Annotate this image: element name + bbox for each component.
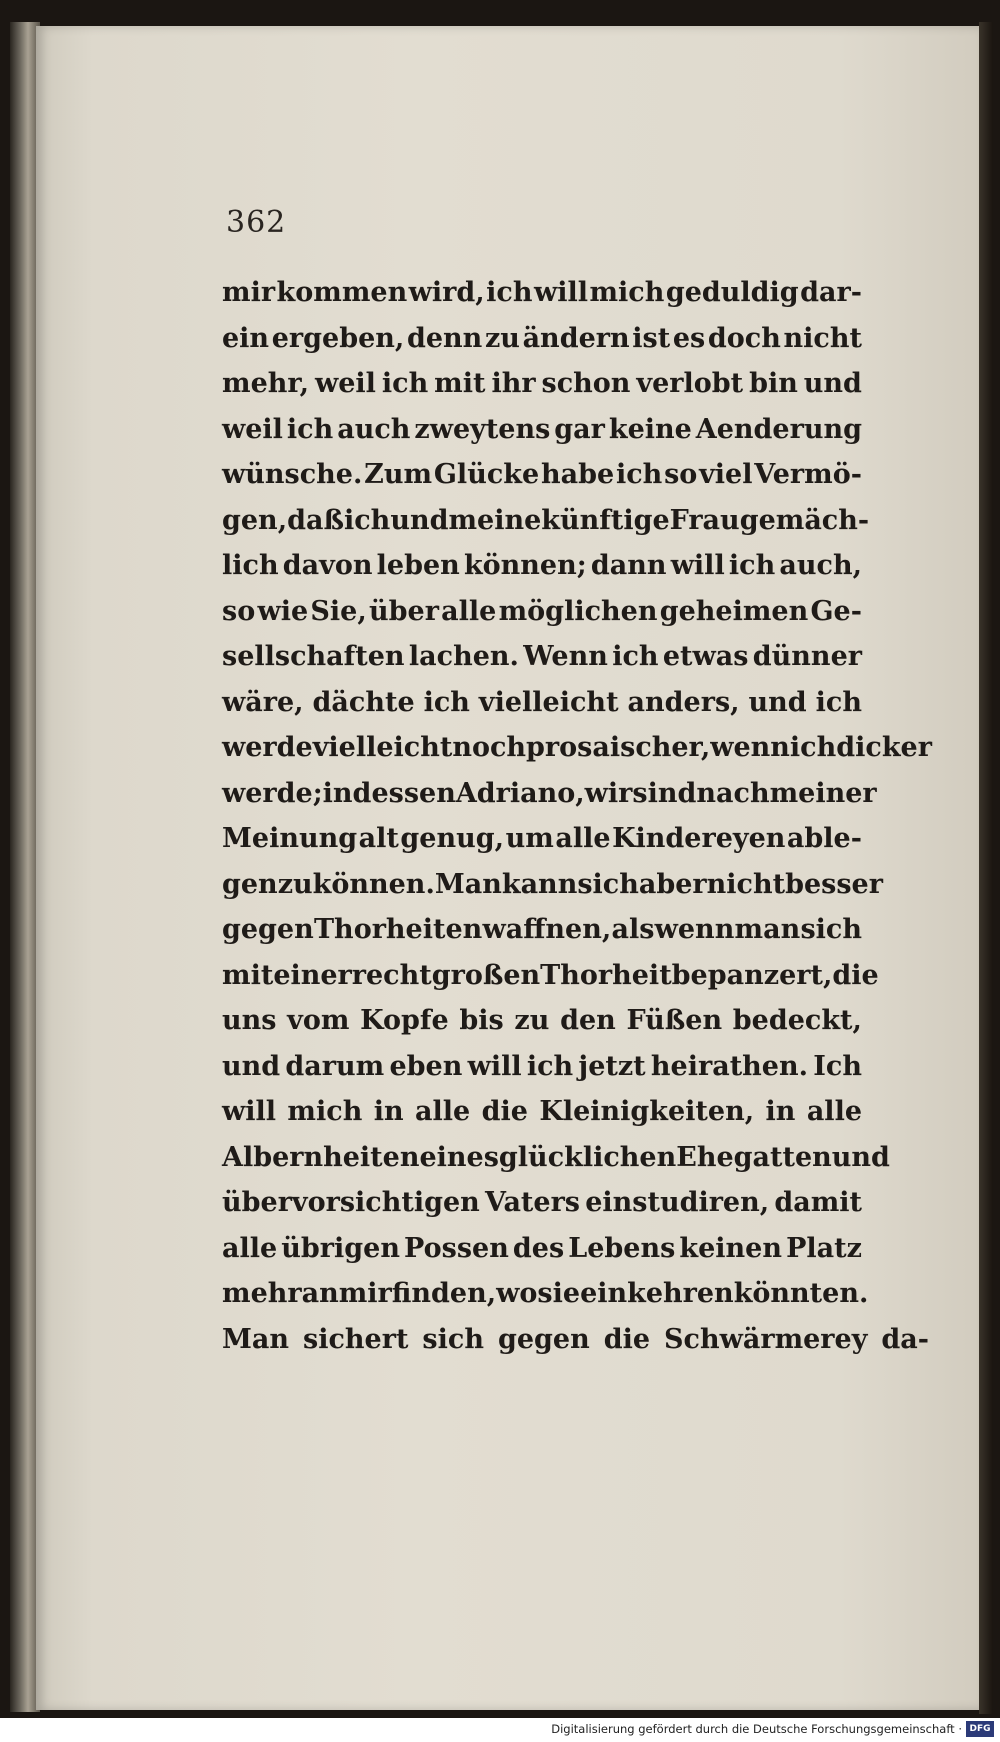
text-line <box>222 498 870 544</box>
word: Thorheit <box>540 959 672 991</box>
word: sich <box>800 914 862 945</box>
word: anders, <box>627 686 740 718</box>
word: vielleicht <box>312 732 453 763</box>
dfg-logo: DFG <box>966 1721 994 1737</box>
word: will <box>222 1096 277 1127</box>
text-line <box>222 361 862 407</box>
word: etwas <box>662 641 749 672</box>
word: prosaischer, <box>526 732 711 763</box>
word: sie <box>537 1278 581 1309</box>
digitization-credit: Digitalisierung gefördert durch die Deutsche Forschungsgemeinschaft · <box>551 1722 962 1736</box>
word: mit <box>434 368 486 399</box>
word: wäre, <box>222 686 304 718</box>
word: werde; <box>222 777 323 809</box>
word: und <box>390 504 449 536</box>
word: uns <box>222 1005 277 1036</box>
word: um <box>505 823 554 854</box>
word: Kleinigkeiten, <box>539 1096 755 1127</box>
word: keine <box>608 413 692 445</box>
word: ich <box>423 686 470 718</box>
word: ich <box>789 732 837 763</box>
word: und <box>803 368 862 399</box>
word: wenn <box>654 914 735 945</box>
word: noch <box>452 732 527 763</box>
word: Ich <box>813 1050 862 1082</box>
word: will <box>467 1050 522 1082</box>
word: habe <box>540 459 615 490</box>
text-line <box>222 316 862 362</box>
word: alle <box>441 595 497 627</box>
word: indessen <box>322 777 456 809</box>
word: könnten. <box>733 1278 869 1309</box>
word: eben <box>389 1050 463 1082</box>
word: Kindereyen <box>612 823 786 854</box>
word: so <box>664 459 698 490</box>
word: finden, <box>391 1278 497 1309</box>
word: können. <box>312 868 435 900</box>
word: ergeben, <box>271 322 405 354</box>
word: Ehegatten <box>676 1141 832 1173</box>
word: sich <box>422 1323 484 1355</box>
word: als <box>611 914 655 945</box>
word: weil <box>315 368 376 399</box>
word: sellschaften <box>222 641 405 672</box>
word: dicker <box>836 732 932 763</box>
word: able- <box>786 823 862 854</box>
word: wird, <box>408 277 485 308</box>
word: werde <box>222 732 313 763</box>
word: lachen. <box>408 641 519 672</box>
word: ein <box>222 322 270 354</box>
word: und <box>831 1141 890 1173</box>
word: weil <box>222 413 283 445</box>
text-line <box>222 998 862 1044</box>
word: gen <box>222 868 278 900</box>
text-line <box>222 407 862 453</box>
word: Platz <box>786 1232 862 1264</box>
word: in <box>765 1096 796 1127</box>
text-line <box>222 634 862 680</box>
word: Zum <box>364 459 433 490</box>
word: will <box>670 550 725 581</box>
text-line <box>222 1271 869 1317</box>
word: die <box>603 1323 651 1355</box>
word: bepanzert, <box>671 959 833 991</box>
word: Albernheiten <box>222 1141 420 1173</box>
word: mich <box>287 1096 363 1127</box>
word: geheimen <box>659 595 809 627</box>
word: dünner <box>752 641 862 672</box>
word: keinen <box>679 1232 782 1264</box>
word: ich <box>612 641 659 672</box>
word: ändern <box>522 322 630 354</box>
word: heirathen. <box>650 1050 809 1082</box>
word: Lebens <box>568 1232 676 1264</box>
word: dann <box>590 550 667 581</box>
word: einstudiren, <box>585 1187 770 1218</box>
word: Glücke <box>433 459 540 490</box>
word: zu <box>484 322 520 354</box>
word: nicht <box>706 868 786 900</box>
word: zweytens <box>414 413 551 445</box>
word: übervorsichtigen <box>222 1187 480 1218</box>
word: gegen <box>497 1323 590 1355</box>
word: sich <box>577 868 639 900</box>
text-line <box>222 1135 890 1181</box>
word: über <box>369 595 439 627</box>
text-line <box>222 725 932 771</box>
text-line <box>222 1317 929 1363</box>
word: vielleicht <box>478 686 619 718</box>
text-line <box>222 816 862 862</box>
word: es <box>672 322 706 354</box>
word: nicht <box>783 322 862 354</box>
word: ich <box>286 413 334 445</box>
word: Schwärmerey <box>664 1323 868 1355</box>
word: will <box>533 277 588 308</box>
word: viel <box>699 459 753 490</box>
word: eines <box>419 1141 499 1173</box>
word: da- <box>881 1323 929 1355</box>
page-right-edge <box>979 22 993 1714</box>
word: auch <box>337 413 411 445</box>
word: gar <box>554 413 605 445</box>
word: kommen <box>276 277 408 308</box>
word: denn <box>406 322 483 354</box>
word: zu <box>514 1005 550 1036</box>
word: wünsche. <box>222 459 363 490</box>
word: zu <box>277 868 313 900</box>
body-text <box>222 270 932 1362</box>
word: Füßen <box>626 1005 723 1036</box>
word: alt <box>358 823 399 854</box>
word: kann <box>501 868 578 900</box>
word: meiner <box>769 777 877 809</box>
word: mir <box>338 1278 392 1309</box>
word: ist <box>632 322 671 354</box>
word: mehr <box>222 1278 302 1309</box>
text-line <box>222 953 879 999</box>
text-line <box>222 270 862 316</box>
word: Wenn <box>523 641 608 672</box>
word: sichert <box>303 1323 409 1355</box>
word: doch <box>707 322 781 354</box>
word: übrigen <box>281 1232 400 1264</box>
word: alle <box>415 1096 471 1127</box>
text-line <box>222 543 862 589</box>
word: bis <box>459 1005 504 1036</box>
text-line <box>222 589 862 635</box>
word: verlobt <box>636 368 744 399</box>
word: Kopfe <box>360 1005 449 1036</box>
word: Thorheiten <box>313 914 483 945</box>
word: Frau <box>669 504 740 536</box>
word: ich <box>486 277 533 308</box>
word: nach <box>696 777 770 809</box>
word: alle <box>555 823 611 854</box>
word: Aenderung <box>695 413 862 445</box>
word: alle <box>222 1232 278 1264</box>
word: einkehren <box>580 1278 734 1309</box>
word: wo <box>496 1278 538 1309</box>
word: waffnen, <box>482 914 612 945</box>
word: mit <box>222 959 274 991</box>
text-line <box>222 1044 862 1090</box>
word: ich <box>728 550 776 581</box>
word: daß <box>287 504 344 536</box>
word: sind <box>632 777 697 809</box>
word: auch, <box>779 550 862 581</box>
word: ihr <box>491 368 536 399</box>
word: und <box>222 1050 281 1082</box>
word: an <box>301 1278 339 1309</box>
footer-bar <box>0 1718 1000 1742</box>
word: damit <box>774 1187 862 1218</box>
text-line <box>222 907 862 953</box>
word: geduldig <box>665 277 799 308</box>
word: gemäch- <box>739 504 870 536</box>
word: darum <box>285 1050 385 1082</box>
word: gen, <box>222 504 288 536</box>
word: Man <box>434 868 502 900</box>
word: meine <box>448 504 542 536</box>
word: die <box>832 959 879 991</box>
word: wenn <box>710 732 790 763</box>
word: davon <box>282 550 373 581</box>
page-number: 362 <box>226 205 287 240</box>
word: wir <box>584 777 633 809</box>
word: jetzt <box>578 1050 646 1082</box>
text-line <box>222 452 862 498</box>
word: lich <box>222 550 279 581</box>
word: ich <box>381 368 429 399</box>
word: wie <box>257 595 309 627</box>
word: und <box>748 686 807 718</box>
word: ich <box>815 686 862 718</box>
word: mir <box>222 277 276 308</box>
word: aber <box>638 868 707 900</box>
word: ich <box>526 1050 574 1082</box>
word: glücklichen <box>498 1141 677 1173</box>
word: die <box>481 1096 528 1127</box>
word: Vermö- <box>754 459 862 490</box>
word: recht <box>351 959 432 991</box>
word: dächte <box>312 686 415 718</box>
word: schon <box>541 368 631 399</box>
word: können; <box>463 550 587 581</box>
word: den <box>560 1005 616 1036</box>
word: großen <box>431 959 541 991</box>
text-line <box>222 1226 862 1272</box>
word: Meinung <box>222 823 358 854</box>
word: gegen <box>222 914 314 945</box>
word: ich <box>343 504 391 536</box>
text-line <box>222 680 862 726</box>
word: besser <box>785 868 883 900</box>
word: in <box>373 1096 404 1127</box>
word: mehr, <box>222 368 310 399</box>
word: Sie, <box>310 595 367 627</box>
word: Man <box>222 1323 290 1355</box>
word: Adriano, <box>455 777 585 809</box>
word: des <box>512 1232 565 1264</box>
word: Possen <box>404 1232 509 1264</box>
word: leben <box>376 550 460 581</box>
word: mich <box>589 277 665 308</box>
text-line <box>222 862 883 908</box>
word: bedeckt, <box>732 1005 862 1036</box>
word: man <box>734 914 801 945</box>
word: künftige <box>541 504 670 536</box>
word: ich <box>615 459 663 490</box>
word: alle <box>806 1096 862 1127</box>
word: so <box>222 595 256 627</box>
word: Vaters <box>484 1187 581 1218</box>
text-line <box>222 1089 862 1135</box>
word: dar- <box>800 277 862 308</box>
text-line <box>222 1180 862 1226</box>
word: bin <box>749 368 798 399</box>
word: Ge- <box>810 595 862 627</box>
word: vom <box>287 1005 350 1036</box>
word: genug, <box>400 823 505 854</box>
text-line <box>222 771 877 817</box>
word: einer <box>273 959 352 991</box>
word: möglichen <box>498 595 658 627</box>
